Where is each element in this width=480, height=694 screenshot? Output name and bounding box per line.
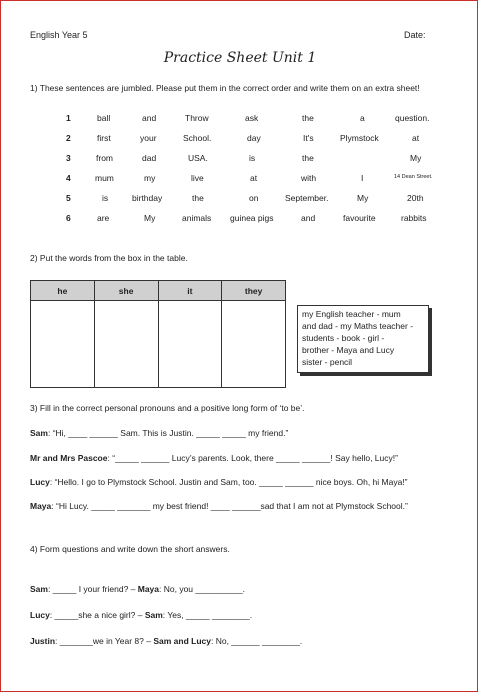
word-box (297, 305, 429, 373)
word: guinea pigs (230, 213, 274, 223)
word: question. (395, 113, 430, 123)
word: is (102, 193, 109, 203)
word: is (249, 153, 256, 163)
answer-text: : Yes, _____ ________. (162, 610, 253, 620)
sentence-row (60, 153, 460, 173)
speaker: Lucy (30, 610, 50, 620)
word: ask (245, 113, 259, 123)
dialogue-line (30, 477, 408, 487)
speaker: Maya (137, 584, 160, 594)
question-text: : _______we in Year 8? – (55, 636, 154, 646)
dialogue-text: : “_____ ______ Lucy’s parents. Look, there _____ ______! Say hello, Lucy!” (107, 453, 398, 463)
word: My (144, 213, 156, 223)
dialogue-line (30, 428, 288, 438)
word: favourite (343, 213, 376, 223)
word: My (410, 153, 422, 163)
speaker: Maya (30, 501, 52, 511)
row-number: 2 (66, 133, 71, 143)
pronoun-table (30, 280, 286, 388)
word: It's (303, 133, 314, 143)
row-number: 1 (66, 113, 71, 123)
word: dad (142, 153, 157, 163)
question-line (30, 584, 245, 594)
answer-cell (31, 301, 95, 388)
dialogue-line (30, 453, 398, 463)
speaker: Sam (30, 428, 48, 438)
column-header-she: she (94, 281, 158, 301)
word: from (96, 153, 113, 163)
section1-instruction: 1) These sentences are jumbled. Please put them in the correct order and write them on an extra sheet! (30, 83, 420, 93)
word: day (247, 133, 261, 143)
word: and (142, 113, 157, 123)
question-text: : _____ I your friend? – (47, 584, 138, 594)
speaker: Sam and Lucy (153, 636, 211, 646)
row-number: 5 (66, 193, 71, 203)
column-header-it: it (158, 281, 222, 301)
question-line (30, 610, 252, 620)
row-number: 6 (66, 213, 71, 223)
column-header-they: they (222, 281, 286, 301)
answer-text: : No, you __________. (159, 584, 246, 594)
word: Throw (185, 113, 209, 123)
word: I (361, 173, 364, 183)
speaker: Mr and Mrs Pascoe (30, 453, 108, 463)
sentence-row (60, 173, 460, 193)
word-box-line: my English teacher - mum (302, 309, 401, 319)
answer-text: : No, ______ ________. (210, 636, 303, 646)
word: ball (97, 113, 111, 123)
word: a (360, 113, 365, 123)
column-header-he: he (31, 281, 95, 301)
sentence-row (60, 113, 460, 133)
word: September. (285, 193, 329, 203)
word: rabbits (401, 213, 427, 223)
sentence-row (60, 193, 460, 213)
word-box-line: brother - Maya and Lucy (302, 345, 395, 355)
word: the (192, 193, 204, 203)
word: 20th (407, 193, 424, 203)
answer-cell (94, 301, 158, 388)
answer-cell (158, 301, 222, 388)
dialogue-text: : “Hello. I go to Plymstock School. Justin and Sam, too. _____ ______ nice boys. Oh, hi Maya!” (49, 477, 408, 487)
word: the (302, 153, 314, 163)
question-line (30, 636, 302, 646)
sentence-row (60, 213, 460, 233)
row-number: 3 (66, 153, 71, 163)
word: My (357, 193, 369, 203)
sentence-row (60, 133, 460, 153)
dialogue-text: : “Hi Lucy. _____ _______ my best friend! ____ ______sad that I am not at Plymstock School.” (51, 501, 408, 511)
question-text: : _____she a nice girl? – (49, 610, 145, 620)
word-box-line: and dad - my Maths teacher - (302, 321, 414, 331)
speaker: Sam (30, 584, 48, 594)
page-title: Practice Sheet Unit 1 (163, 50, 317, 66)
word: at (412, 133, 420, 143)
speaker: Lucy (30, 477, 50, 487)
word: mum (95, 173, 114, 183)
word: 14 Dean Street. (394, 174, 433, 180)
section2-instruction: 2) Put the words from the box in the table. (30, 253, 188, 263)
jumbled-sentences-grid (60, 113, 460, 233)
word: School. (183, 133, 212, 143)
word: are (97, 213, 110, 223)
dialogue-line (30, 501, 408, 511)
word: birthday (132, 193, 163, 203)
word: your (140, 133, 157, 143)
word: my (144, 173, 156, 183)
speaker: Justin (30, 636, 56, 646)
date-label: Date: (404, 30, 426, 40)
section3-instruction: 3) Fill in the correct personal pronouns and a positive long form of ‘to be’. (30, 403, 305, 413)
word: USA. (188, 153, 208, 163)
section4-instruction: 4) Form questions and write down the short answers. (30, 544, 230, 554)
word: on (249, 193, 259, 203)
row-number: 4 (66, 173, 71, 183)
course-label: English Year 5 (30, 30, 88, 40)
word: live (191, 173, 204, 183)
answer-cell (222, 301, 286, 388)
word-box-line: students - book - girl - (302, 333, 385, 343)
word: the (302, 113, 314, 123)
word: at (250, 173, 258, 183)
speaker: Sam (144, 610, 163, 620)
word: first (97, 133, 111, 143)
word: with (301, 173, 317, 183)
dialogue-text: : “Hi, ____ ______ Sam. This is Justin. _____ _____ my friend.” (47, 428, 289, 438)
word: animals (182, 213, 212, 223)
word: Plymstock (340, 133, 379, 143)
word: and (301, 213, 316, 223)
word-box-line: sister - pencil (302, 357, 353, 367)
